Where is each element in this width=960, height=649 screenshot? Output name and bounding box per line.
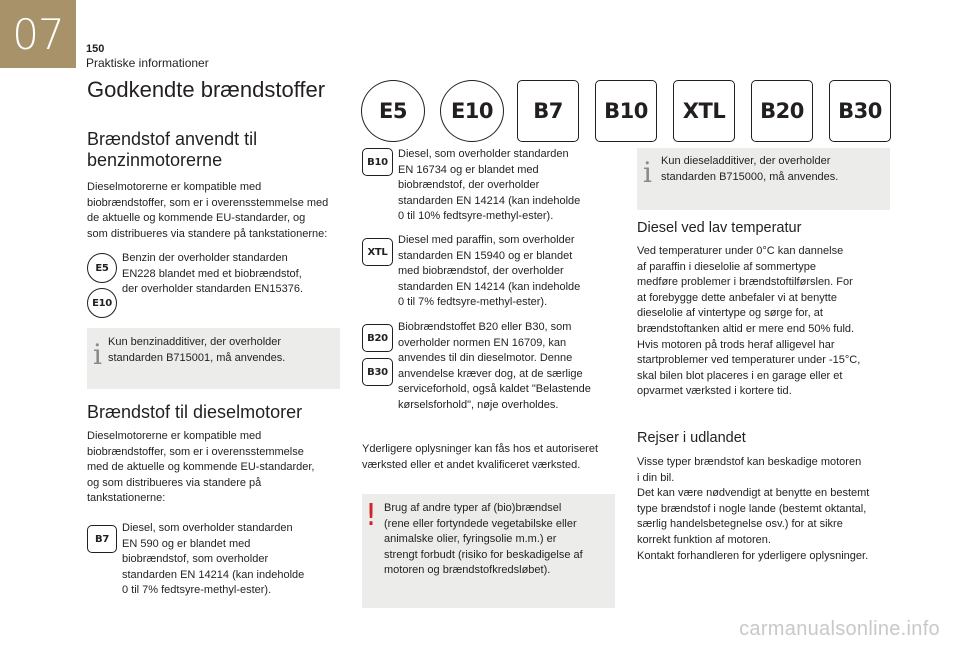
fuel-label-b20: B20 — [751, 80, 813, 142]
fuel-label-b10: B10 — [595, 80, 657, 142]
fuel-label-b10-small: B10 — [362, 148, 393, 176]
abroad-text: Visse typer brændstof kan beskadige motoren i din bil. Det kan være nødvendigt at benytte en bestemt type brændstof i nogle lande (bestemt oktantal, særlig handelsbetegnelse osv.) for at sikre korrekt funktion af motoren. Kontakt forhandleren for yderligere oplysninger. — [637, 456, 870, 562]
diesel-info-text: Kun dieseladditiver, der overholder standarden B715000, må anvendes. — [661, 155, 839, 183]
fuel-label-e10: E10 — [440, 80, 504, 142]
petrol-info-box — [87, 328, 340, 389]
e5-e10-description: Benzin der overholder standarden EN228 blandet med et biobrændstof, der overholder standarden EN15376. — [122, 252, 304, 296]
petrol-intro: Dieselmotorerne er kompatible med biobrændstoffer, som er i overensstemmelse med de aktuelle og kommende EU-standarder, og som distribueres via standere på tankstationerne: — [87, 181, 329, 240]
b20-b30-description: Biobrændstoffet B20 eller B30, som overholder normen EN 16709, kan anvendes til din dieselmotor. Denne anvendelse kræver dog, at de særlige serviceforhold, også kaldet "Belastende kørselsforhold", nøje overholdes. — [398, 321, 591, 411]
info-icon: i — [93, 338, 102, 371]
xtl-description: Diesel med paraffin, som overholder standarden EN 15940 og er blandet med biobrændstof, der overholder standarden EN 14214 (kan indeholde 0 til 7% fedtsyre-methyl-ester). — [398, 234, 581, 309]
chapter-name: Praktiske informationer — [86, 56, 209, 70]
warning-box — [362, 494, 615, 608]
info-icon: i — [643, 156, 652, 189]
fuel-label-b7: B7 — [517, 80, 579, 142]
page-title: Godkendte brændstoffer — [87, 77, 326, 102]
warning-text: Brug af andre typer af (bio)brændsel (rene eller fortyndede vegetabilske eller animalske olier, fyringsolie m.m.) er strengt forbudt (risiko for beskadigelse af motoren og brændstofkredsløbet). — [384, 502, 583, 577]
fuel-label-b30: B30 — [829, 80, 891, 142]
b7-description: Diesel, som overholder standarden EN 590 og er blandet med biobrændstof, som overholder standarden EN 14214 (kan indeholde 0 til 7% fedtsyre-methyl-ester). — [122, 522, 305, 597]
fuel-label-b30-small: B30 — [362, 358, 393, 386]
low-temperature-text: Ved temperaturer under 0°C kan dannelse af paraffin i dieselolie af sommertype medføre problemer i brændstoftilførslen. For at forebygge dette anbefaler vi at benytte dieselolie af vintertype og sørge for, at brændstoftanken altid er mere end 50% fuld. Hvis motoren på trods heraf alligevel har startproblemer ved temperaturer under -15°C, skal bilen blot placeres i en garage eller et opvarmet værksted i kortere tid. — [637, 245, 861, 398]
petrol-info-text: Kun benzinadditiver, der overholder standarden B715001, må anvendes. — [108, 336, 286, 364]
abroad-heading: Rejser i udlandet — [637, 430, 746, 446]
watermark: carmanualsonline.info — [739, 618, 940, 640]
fuel-label-xtl: XTL — [673, 80, 735, 142]
petrol-heading: Brændstof anvendt til benzinmotorerne — [87, 129, 258, 170]
fuel-label-b20-small: B20 — [362, 324, 393, 352]
fuel-label-e5-small: E5 — [87, 253, 117, 283]
diesel-intro: Dieselmotorerne er kompatible med biobrændstoffer, som er i overensstemmelse med de aktuelle og kommende EU-standarder, og som distribueres via standere på tankstationerne: — [87, 430, 315, 505]
fuel-label-b7-small: B7 — [87, 525, 117, 553]
further-information: Yderligere oplysninger kan fås hos et autoriseret værksted eller et andet kvalificeret værksted. — [362, 443, 599, 471]
page-number: 150 — [86, 43, 105, 55]
fuel-label-xtl-small: XTL — [362, 238, 393, 266]
b10-description: Diesel, som overholder standarden EN 16734 og er blandet med biobrændstof, der overholder standarden EN 14214 (kan indeholde 0 til 10% fedtsyre-methyl-ester). — [398, 148, 581, 223]
fuel-label-e10-small: E10 — [87, 288, 117, 318]
diesel-info-box — [637, 148, 890, 210]
diesel-heading: Brændstof til dieselmotorer — [87, 402, 303, 422]
chapter-tab: 07 — [0, 0, 76, 68]
fuel-label-e5: E5 — [361, 80, 425, 142]
low-temperature-heading: Diesel ved lav temperatur — [637, 220, 802, 236]
exclamation-icon: ! — [365, 498, 378, 533]
